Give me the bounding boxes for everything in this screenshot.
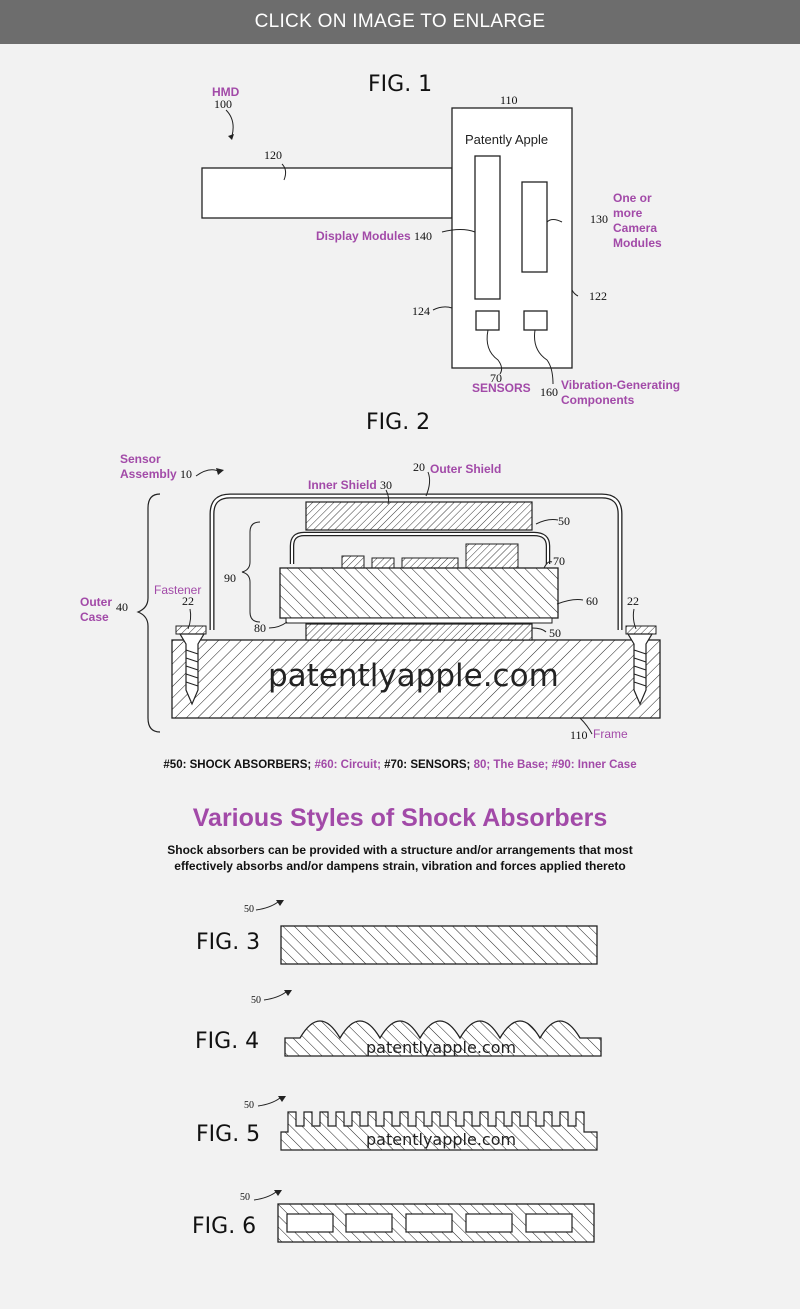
- fig5-title: FIG. 5: [196, 1122, 261, 1147]
- top-absorber-number: 50: [558, 514, 570, 528]
- display-module-rect: [475, 156, 500, 299]
- camera-module-rect: [522, 182, 547, 272]
- camera-modules-label: One or more Camera Modules: [613, 191, 662, 250]
- frame-number: 110: [570, 728, 588, 742]
- fig3-diagram: [256, 900, 597, 964]
- outer-shield-label: Outer Shield: [430, 462, 502, 476]
- brand-label: Patently Apple: [465, 132, 549, 147]
- sensor-assembly-label: Sensor Assembly: [120, 452, 177, 481]
- side-number-122: 122: [589, 289, 607, 303]
- headband-120: [202, 168, 452, 218]
- fig3-number: 50: [244, 904, 254, 915]
- inner-shield-label: Inner Shield: [308, 478, 377, 492]
- fig4-title: FIG. 4: [195, 1029, 260, 1054]
- frame-label: Frame: [593, 727, 628, 741]
- fig2-title: FIG. 2: [366, 410, 431, 435]
- outer-case-number: 40: [116, 600, 128, 614]
- display-modules-label: Display Modules: [316, 229, 411, 243]
- fig1-title: FIG. 1: [368, 72, 433, 97]
- legend-caption: #50: SHOCK ABSORBERS; #60: Circuit; #70: SENSORS; 80; The Base; #90: Inner Case: [163, 759, 637, 771]
- fig6-title: FIG. 6: [192, 1214, 257, 1239]
- inner-shield-number: 30: [380, 478, 392, 492]
- housing-number: 110: [500, 93, 518, 107]
- sensors-label: SENSORS: [472, 381, 531, 395]
- sensor-assembly-number: 10: [180, 467, 192, 481]
- side-number-124: 124: [412, 304, 430, 318]
- section-title: Various Styles of Shock Absorbers: [192, 804, 608, 832]
- fastener-left-number: 22: [182, 594, 194, 608]
- outer-shield-number: 20: [413, 460, 425, 474]
- fig4-watermark: patentlyapple.com: [366, 1038, 517, 1057]
- camera-number: 130: [590, 212, 608, 226]
- headband-number: 120: [264, 148, 282, 162]
- sensor-number: 70: [490, 371, 502, 385]
- inner-case-number: 90: [224, 571, 236, 585]
- hmd-number: 100: [214, 97, 232, 111]
- fig6-number: 50: [240, 1192, 250, 1203]
- fig5-watermark: patentlyapple.com: [366, 1130, 517, 1149]
- patent-illustration[interactable]: [0, 44, 800, 1304]
- outer-case-label: Outer Case: [80, 595, 113, 624]
- vibration-number: 160: [540, 385, 558, 399]
- enlarge-banner-text: CLICK ON IMAGE TO ENLARGE: [254, 11, 546, 32]
- vibration-rect: [524, 311, 547, 330]
- sensor-rect: [476, 311, 499, 330]
- top-shock-absorber: [306, 502, 532, 530]
- sensors-number: 70: [553, 554, 565, 568]
- fig2-watermark: patentlyapple.com: [268, 658, 559, 694]
- base-number: 80: [254, 621, 266, 635]
- section-description: Shock absorbers can be provided with a structure and/or arrangements that most effectively absorbs and/or dampens strain, vibration and forces applied thereto: [167, 843, 633, 873]
- fig5-number: 50: [244, 1100, 254, 1111]
- fig2-diagram: [138, 468, 660, 734]
- display-modules-number: 140: [414, 229, 432, 243]
- circuit-60: [280, 568, 558, 618]
- housing-110: [452, 108, 572, 368]
- fastener-right-number: 22: [627, 594, 639, 608]
- hmd-label: HMD: [212, 85, 240, 99]
- fig6-diagram: [254, 1190, 594, 1242]
- fig3-title: FIG. 3: [196, 930, 261, 955]
- fig1-diagram: [202, 108, 578, 384]
- fastener-label: Fastener: [154, 583, 202, 597]
- circuit-number: 60: [586, 594, 598, 608]
- fig4-number: 50: [251, 995, 261, 1006]
- bottom-shock-absorber: [306, 624, 532, 640]
- enlarge-banner[interactable]: [0, 0, 800, 44]
- vibration-label: Vibration-Generating Components: [561, 378, 681, 407]
- bottom-absorber-number: 50: [549, 626, 561, 640]
